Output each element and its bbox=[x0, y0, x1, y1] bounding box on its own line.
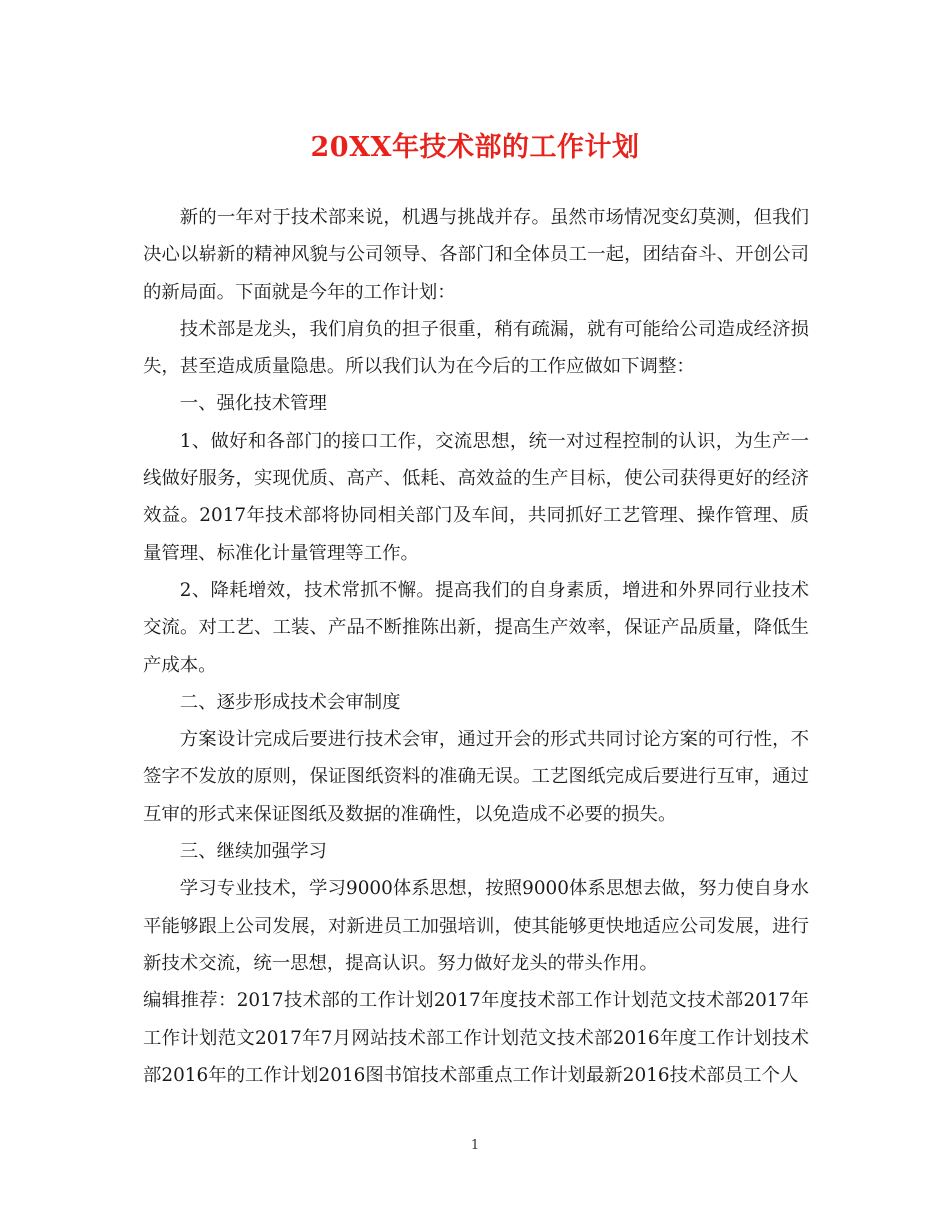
paragraph-item-2: 2、降耗增效，技术常抓不懈。提高我们的自身素质，增进和外界同行业技术交流。对工艺、工装、产品不断推陈出新，提高生产效率，保证产品质量，降低生产成本。 bbox=[143, 579, 809, 676]
paragraph-learning: 学习专业技术，学习9000体系思想，按照9000体系思想去做，努力使自身水平能够跟上公司发展，对新进员工加强培训，使其能够更快地适应公司发展，进行新技术交流，统一思想，提高认识。努力做好龙头的带头作用。 bbox=[143, 878, 809, 974]
document-title: 20XX年技术部的工作计划 bbox=[310, 132, 640, 163]
document-body bbox=[143, 199, 809, 1094]
paragraph-review: 方案设计完成后要进行技术会审，通过开会的形式共同讨论方案的可行性，不签字不发放的原则，保证图纸资料的准确无误。工艺图纸完成后要进行互审，通过互审的形式来保证图纸及数据的准确性，以免造成不必要的损失。 bbox=[143, 729, 809, 825]
section-heading-2: 二、逐步形成技术会审制度 bbox=[179, 691, 401, 713]
section-heading-1: 一、强化技术管理 bbox=[179, 393, 327, 415]
paragraph-recommended: 编辑推荐：2017技术部的工作计划2017年度技术部工作计划范文技术部2017年工作计划范文2017年7月网站技术部工作计划范文技术部2016年度工作计划技术部2016年的工作计划2016图书馆技术部重点工作计划最新2016技术部员工个人 bbox=[143, 990, 809, 1086]
paragraph-item-1: 1、做好和各部门的接口工作，交流思想，统一对过程控制的认识，为生产一线做好服务，实现优质、高产、低耗、高效益的生产目标，使公司获得更好的经济效益。2017年技术部将协同相关部门及车间，共同抓好工艺管理、操作管理、质量管理、标准化计量管理等工作。 bbox=[143, 430, 809, 564]
page-number: 1 bbox=[470, 1138, 480, 1153]
section-heading-3: 三、继续加强学习 bbox=[179, 841, 327, 863]
paragraph-adjustment: 技术部是龙头，我们肩负的担子很重，稍有疏漏，就有可能给公司造成经济损失，甚至造成质量隐患。所以我们认为在今后的工作应做如下调整： bbox=[143, 318, 809, 378]
paragraph-intro: 新的一年对于技术部来说，机遇与挑战并存。虽然市场情况变幻莫测，但我们决心以崭新的精神风貌与公司领导、各部门和全体员工一起，团结奋斗、开创公司的新局面。下面就是今年的工作计划： bbox=[143, 207, 809, 303]
